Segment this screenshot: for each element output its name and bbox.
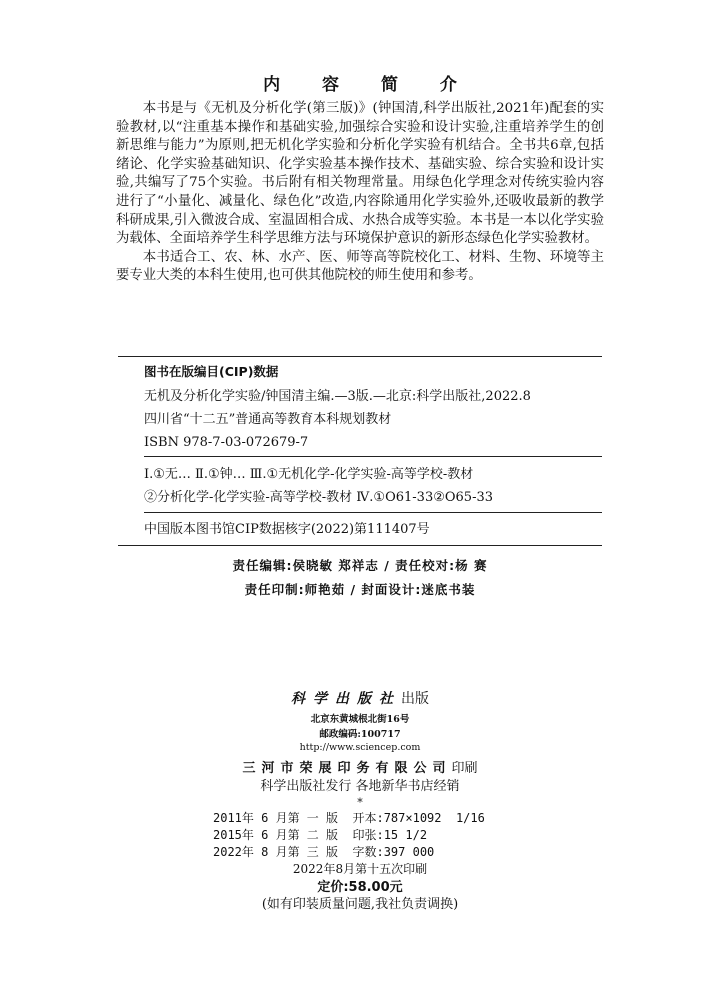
intro-paragraph-1: 本书是与《无机及分析化学(第三版)》(钟国清,科学出版社,2021年)配套的实验教材,以“注重基本操作和基础实验,加强综合实验和设计实验,注重培养学生的创新思维与能力”为原则,把无机化学实验和分析化学实验有机结合。全书共6章,包括绪论、化学实验基础知识、化学实验基本操作技术、基础实验、综合实验和设计实验,共编写了75个实验。书后附有相关物理常量。用绿色化学理念对传统实验内容进行了“小量化、减量化、绿色化”改造,内容除通用化学实验外,还吸收最新的教学科研成果,引入微波合成、室温固相合成、水热合成等实验。本书是一本以化学实验为载体、全面培养学生科学思维方法与环境保护意识的新形态绿色化学实验教材。 [116, 101, 604, 247]
cip-record-number: 中国版本图书馆CIP数据核字(2022)第111407号 [144, 522, 430, 537]
cip-line: 无机及分析化学实验/钟国清主编.—3版.—北京:科学出版社,2022.8 [144, 389, 531, 404]
cip-line: ②分析化学-化学实验-高等学校-教材 Ⅳ.①O61-33②O65-33 [144, 490, 494, 505]
publisher-postcode: 邮政编码:100717 [319, 729, 401, 740]
distribution-line: 科学出版社发行 各地新华书店经销 [260, 779, 460, 794]
publisher-line [0, 688, 720, 708]
publisher-suffix: 出版 [401, 691, 429, 707]
quality-note: (如有印装质量问题,我社负责调换) [261, 897, 459, 912]
printer-logo: 三河市荣展印务有限公司 [242, 761, 452, 776]
cip-line: Ⅰ.①无… Ⅱ.①钟… Ⅲ.①无机化学-化学实验-高等学校-教材 [144, 467, 474, 482]
cip-line: 四川省“十二五”普通高等教育本科规划教材 [144, 412, 392, 427]
print-run-line: 2022年8月第十五次印刷 [292, 862, 428, 876]
cip-top-rule [118, 356, 602, 357]
edition-line: 2022年 8 月第 三 版 字数:397 000 [213, 845, 435, 859]
publisher-address: 北京东黄城根北街16号 [310, 714, 410, 725]
cip-bottom-rule [118, 545, 602, 546]
cip-divider [144, 512, 602, 513]
printer-line [0, 757, 720, 776]
intro-section [116, 100, 604, 286]
cip-line: ISBN 978-7-03-072679-7 [144, 435, 309, 450]
printer-suffix: 印刷 [451, 761, 478, 776]
credits-line-1: 责任编辑:侯晓敏 郑祥志 / 责任校对:杨 赛 [232, 558, 488, 573]
page-title: 内 容 简 介 [263, 75, 475, 95]
price: 定价:58.00元 [317, 880, 403, 895]
publisher-url: http://www.sciencep.com [299, 742, 421, 753]
cip-divider [144, 456, 602, 457]
credits-line-2: 责任印制:师艳茹 / 封面设计:迷底书装 [244, 582, 476, 597]
separator-star: * [357, 796, 363, 809]
edition-line: 2015年 6 月第 二 版 印张:15 1/2 [213, 828, 428, 842]
cip-title: 图书在版编目(CIP)数据 [144, 364, 279, 379]
intro-paragraph-2: 本书适合工、农、林、水产、医、师等高等院校化工、材料、生物、环境等主要专业大类的本科生使用,也可供其他院校的师生使用和参考。 [116, 249, 604, 284]
publisher-logo: 科学出版社 [291, 691, 401, 707]
edition-line: 2011年 6 月第 一 版 开本:787×1092 1/16 [213, 811, 485, 825]
